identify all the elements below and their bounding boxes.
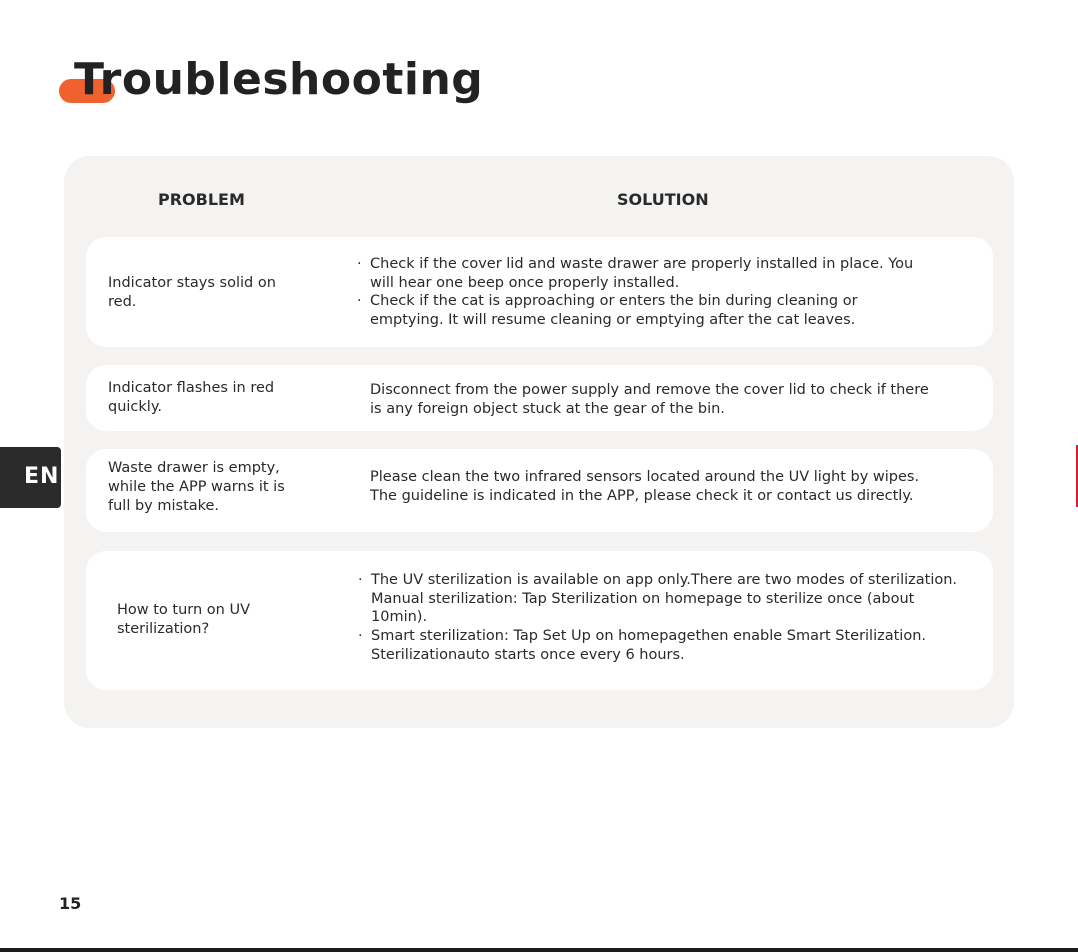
bullet-mark: · [358, 628, 363, 645]
solution-line: emptying. It will resume cleaning or emptying after the cat leaves. [370, 312, 856, 329]
bullet-mark: · [358, 572, 363, 588]
solution-cell [370, 468, 919, 505]
solution-item [357, 292, 913, 329]
problem-line: Indicator stays solid on [108, 275, 276, 291]
solution-item [358, 627, 957, 664]
solution-line: Check if the cat is approaching or enters the bin during cleaning or [370, 293, 858, 310]
problem-line: red. [108, 294, 137, 310]
page-title: Troubleshooting [74, 54, 484, 105]
solution-cell [357, 255, 913, 330]
bullet-mark: · [357, 293, 362, 310]
problem-line: Indicator flashes in red [108, 380, 275, 396]
solution-line: Manual sterilization: Tap Sterilization on homepage to sterilize once (about [371, 590, 915, 607]
solution-line: Please clean the two infrared sensors located around the UV light by wipes. [370, 469, 920, 485]
solution-line: Check if the cover lid and waste drawer are properly installed in place. You [370, 256, 914, 272]
table-row [86, 449, 993, 532]
solution-line: 10min). [371, 609, 428, 626]
solution-line: The UV sterilization is available on app only.There are two modes of sterilization. [371, 572, 958, 588]
problem-line: How to turn on UV [117, 602, 250, 618]
problem-line: Waste drawer is empty, [108, 460, 280, 476]
table-row [86, 551, 993, 690]
solution-line: will hear one beep once properly installed. [370, 274, 680, 291]
solution-line: The guideline is indicated in the APP, please check it or contact us directly. [370, 487, 914, 504]
problem-cell [108, 459, 285, 516]
solution-cell [370, 381, 929, 418]
solution-cell [358, 571, 957, 665]
solution-item [357, 255, 913, 292]
problem-cell [108, 379, 274, 417]
solution-item [358, 571, 957, 627]
solution-line: is any foreign object stuck at the gear of the bin. [370, 400, 725, 417]
problem-column-header: PROBLEM [158, 190, 245, 209]
page-number: 15 [59, 894, 82, 913]
problem-cell [117, 601, 250, 639]
solution-column-header: SOLUTION [617, 190, 709, 209]
problem-cell [108, 274, 276, 312]
solution-line: Sterilizationauto starts once every 6 hours. [371, 646, 685, 663]
language-tab [0, 447, 61, 508]
problem-line: full by mistake. [108, 498, 220, 514]
language-label: EN [24, 464, 60, 489]
problem-line: while the APP warns it is [108, 479, 285, 495]
table-row [86, 237, 993, 347]
bullet-mark: · [357, 256, 362, 272]
bottom-rule [0, 948, 1078, 952]
table-row [86, 365, 993, 431]
solution-line: Disconnect from the power supply and remove the cover lid to check if there [370, 382, 929, 398]
problem-line: quickly. [108, 399, 162, 415]
problem-line: sterilization? [117, 621, 210, 637]
solution-line: Smart sterilization: Tap Set Up on homepagethen enable Smart Sterilization. [371, 628, 927, 645]
